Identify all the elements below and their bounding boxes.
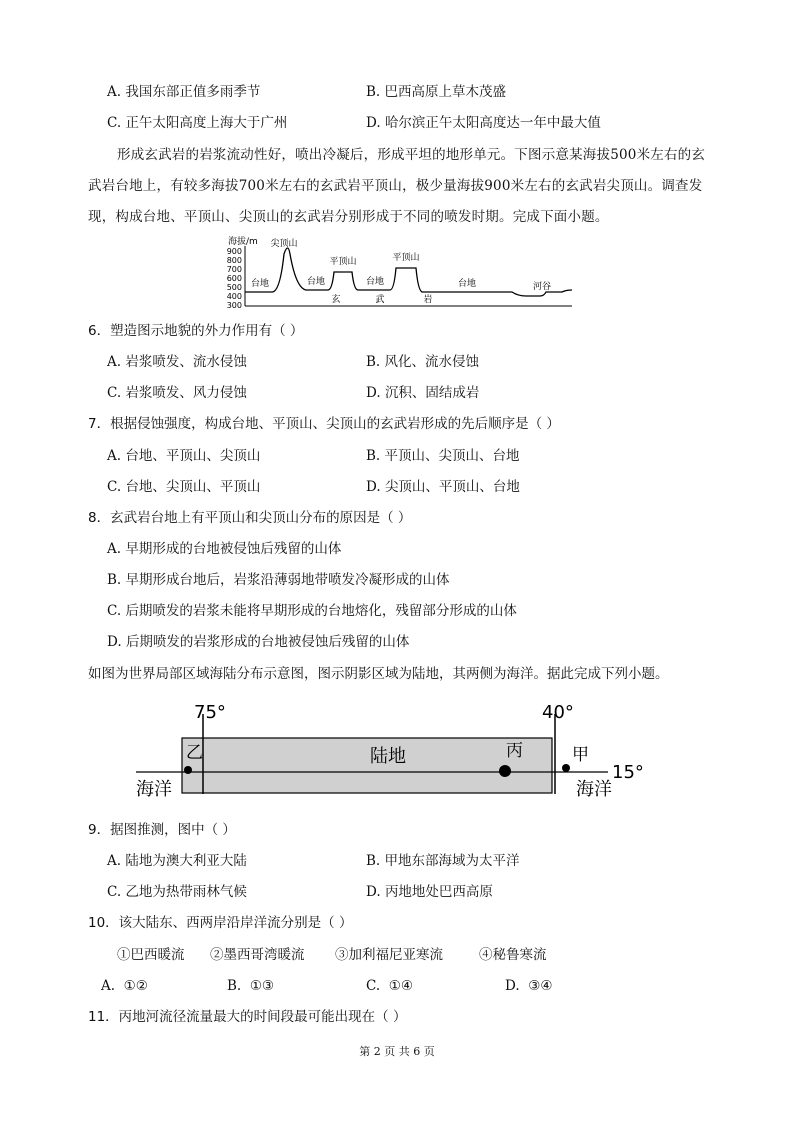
- q8-option-c: C. 后期喷发的岩浆未能将早期形成的台地熔化，残留部分形成的山体: [107, 603, 517, 619]
- ytick-900: 900: [226, 247, 242, 256]
- q10-option-c: C. ①④: [366, 978, 413, 994]
- label-bing: 丙: [506, 741, 523, 761]
- q6-option-d: D. 沉积、固结成岩: [366, 385, 480, 401]
- label-jia: 甲: [572, 745, 589, 765]
- q9-option-d: D. 丙地地处巴西高原: [366, 884, 493, 900]
- q7-option-a: A. 台地、平顶山、尖顶山: [107, 448, 261, 464]
- label-plateau-1: 台地: [250, 279, 270, 289]
- land-area: [182, 738, 552, 793]
- q7-option-d: D. 尖顶山、平顶山、台地: [366, 479, 520, 495]
- point-yi: [184, 766, 192, 774]
- q10-item-3: ③加利福尼亚寒流: [335, 947, 443, 963]
- q9-option-b: B. 甲地东部海域为太平洋: [366, 853, 520, 869]
- label-plateau-2: 台地: [306, 277, 326, 287]
- ytick-500: 500: [226, 283, 242, 292]
- terrain-profile-figure: [222, 234, 582, 314]
- q8-option-b: B. 早期形成台地后，岩浆沿薄弱地带喷发冷凝形成的山体: [107, 572, 450, 588]
- point-bing: [499, 765, 511, 777]
- label-ocean-left: 海洋: [136, 779, 172, 800]
- label-peak: 尖顶山: [270, 239, 298, 249]
- label-mesa-2: 平顶山: [392, 253, 420, 263]
- q9-stem: 9．据图推测，图中（ ）: [88, 822, 236, 838]
- intro1-line2: 武岩台地上，有较多海拔700米左右的玄武岩平顶山，极少量海拔900米左右的玄武岩尖顶山。调查发: [88, 178, 703, 194]
- q10-item-4: ④秘鲁寒流: [479, 947, 547, 963]
- q6-option-a: A. 岩浆喷发、流水侵蚀: [107, 354, 247, 370]
- intro1-line3: 现，构成台地、平顶山、尖顶山的玄武岩分别形成于不同的喷发时期。完成下面小题。: [88, 209, 609, 225]
- ytick-800: 800: [226, 256, 242, 265]
- label-rock-1: 玄: [331, 295, 341, 305]
- label-plateau-4: 台地: [457, 279, 477, 289]
- label-rock-2: 武: [375, 295, 385, 305]
- label-rock-3: 岩: [423, 295, 433, 305]
- label-land: 陆地: [370, 746, 406, 767]
- q6-option-c: C. 岩浆喷发、风力侵蚀: [107, 385, 247, 401]
- intro2: 如图为世界局部区域海陆分布示意图，图示阴影区域为陆地，其两侧为海洋。据此完成下列小题。: [88, 666, 669, 682]
- q8-stem: 8．玄武岩台地上有平顶山和尖顶山分布的原因是（ ）: [88, 510, 412, 526]
- q8-option-d: D. 后期喷发的岩浆形成的台地被侵蚀后残留的山体: [107, 634, 410, 650]
- q5-option-c: C. 正午太阳高度上海大于广州: [107, 115, 288, 131]
- q8-option-a: A. 早期形成的台地被侵蚀后残留的山体: [107, 541, 342, 557]
- q10-option-d: D. ③④: [505, 978, 553, 994]
- label-lon-40: 40°: [542, 702, 574, 723]
- label-lat-15: 15°: [612, 762, 644, 783]
- q6-stem: 6．塑造图示地貌的外力作用有（ ）: [88, 323, 304, 339]
- label-plateau-3: 台地: [365, 277, 385, 287]
- q5-option-d: D. 哈尔滨正午太阳高度达一年中最大值: [366, 115, 601, 131]
- ytick-600: 600: [226, 274, 242, 283]
- q10-option-a: A. ①②: [101, 978, 148, 994]
- profile-ylabel: 海拔/m: [228, 237, 258, 247]
- q10-item-1: ①巴西暖流: [117, 947, 185, 963]
- q7-option-b: B. 平顶山、尖顶山、台地: [366, 448, 520, 464]
- page-footer: 第 2 页 共 6 页: [359, 1045, 435, 1058]
- q6-option-b: B. 风化、流水侵蚀: [366, 354, 480, 370]
- q7-stem: 7．根据侵蚀强度，构成台地、平顶山、尖顶山的玄武岩形成的先后顺序是（ ）: [88, 416, 560, 432]
- label-mesa-1: 平顶山: [329, 257, 357, 267]
- q9-option-a: A. 陆地为澳大利亚大陆: [107, 853, 247, 869]
- ytick-400: 400: [226, 292, 242, 301]
- q10-stem: 10．该大陆东、西两岸沿岸洋流分别是（ ）: [88, 915, 353, 931]
- label-yi: 乙: [186, 743, 203, 763]
- intro1-line1: 形成玄武岩的岩浆流动性好，喷出冷凝后，形成平坦的地形单元。下图示意某海拔500米左右的玄: [117, 147, 706, 163]
- q9-option-c: C. 乙地为热带雨林气候: [107, 884, 247, 900]
- q7-option-c: C. 台地、尖顶山、平顶山: [107, 479, 261, 495]
- q10-item-2: ②墨西哥湾暖流: [210, 947, 305, 963]
- point-jia: [562, 764, 570, 772]
- land-sea-map: [130, 696, 650, 806]
- label-lon-75: 75°: [194, 702, 226, 723]
- label-valley: 河谷: [532, 282, 552, 292]
- ytick-700: 700: [226, 265, 242, 274]
- q10-option-b: B. ①③: [227, 978, 275, 994]
- q11-stem: 11．丙地河流径流量最大的时间段最可能出现在（ ）: [88, 1009, 407, 1025]
- q5-option-a: A. 我国东部正值多雨季节: [107, 84, 261, 100]
- label-ocean-right: 海洋: [576, 779, 612, 800]
- q5-option-b: B. 巴西高原上草木茂盛: [366, 84, 507, 100]
- ytick-300: 300: [226, 301, 242, 310]
